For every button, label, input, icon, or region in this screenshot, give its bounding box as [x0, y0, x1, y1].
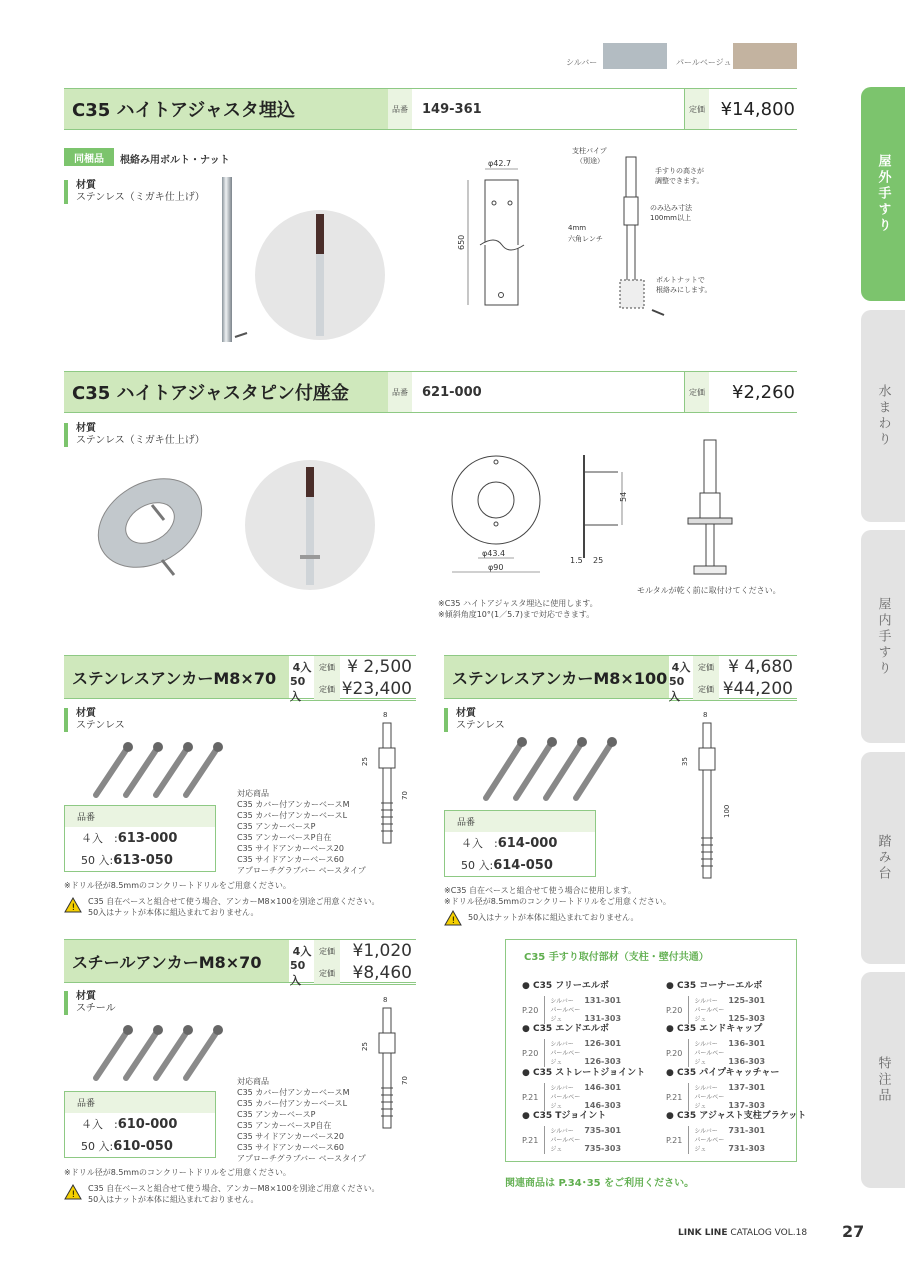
parts-item-page: P.20: [666, 1005, 683, 1015]
beige-label: パールベージュ: [550, 1094, 581, 1110]
warning-icon: [444, 910, 462, 926]
price-label: 定価: [693, 678, 719, 700]
parts-item: [522, 978, 621, 1024]
related-note: 関連商品は P.34･35 をご利用ください。: [505, 1178, 695, 1189]
price-label: 定価: [314, 656, 340, 678]
price-label: 定価: [314, 962, 340, 984]
dim-outer: φ90: [488, 563, 504, 572]
mortar-note: モルタルが乾く前に取付けてください。: [637, 586, 781, 595]
silver-code: 126-301: [584, 1039, 622, 1048]
dim-sleeve: 35: [681, 757, 689, 766]
silver-code: 125-301: [728, 996, 766, 1005]
code-box-3: [64, 805, 216, 872]
beige-code: 131-303: [584, 1014, 622, 1023]
silver-label: シルバー: [550, 1128, 574, 1135]
product-header-2: [64, 371, 797, 413]
code-qty: ４入: [81, 832, 103, 845]
price-50: ¥23,400: [341, 679, 412, 699]
parts-item: [666, 978, 765, 1024]
p3-note-2: C35 自在ベースと組合せて使う場合、アンカーM8×100を別途ご用意ください。: [88, 897, 380, 906]
adjuster-dimension-drawing: [450, 155, 540, 315]
qty-4: 4入: [292, 945, 312, 958]
material-block: [64, 423, 205, 447]
code-row: ４入 :610-000: [81, 1117, 178, 1132]
pipe-zoom-image: [310, 212, 330, 338]
code-qty: ４入: [461, 837, 483, 850]
silver-label: シルバー: [550, 1041, 574, 1048]
parts-item: [666, 1021, 765, 1067]
code-label: 品番: [388, 89, 412, 129]
price-label: 定価: [314, 940, 340, 962]
compat-item: C35 アンカーベースP: [237, 822, 316, 831]
footer-brand: [678, 1228, 807, 1238]
compat-item: C35 サイドアンカーベース60: [237, 855, 344, 864]
dim-dia: 8: [383, 996, 388, 1004]
parts-item: [522, 1108, 621, 1154]
compat-item: C35 サイドアンカーベース60: [237, 1143, 344, 1152]
code-head: 品番: [65, 806, 215, 827]
material-value: ステンレス: [456, 720, 505, 731]
product-title: スチールアンカーM8×70: [64, 940, 289, 982]
product-code: 621-000: [422, 384, 482, 400]
price-grid-3: [290, 655, 416, 701]
product-header-1: [64, 88, 797, 130]
beige-label: パールベージュ: [694, 1094, 725, 1110]
parts-item-page: P.20: [666, 1048, 683, 1058]
p5-note-1: ※ドリル径が8.5mmのコンクリートドリルをご用意ください。: [64, 1168, 291, 1177]
compat-item: C35 カバー付アンカーベースM: [237, 800, 350, 809]
note-pipe-sep: （別途）: [576, 157, 604, 165]
silver-code: 137-301: [728, 1083, 766, 1092]
qty-50: 50入: [669, 674, 685, 703]
washer-pin-zoom: [300, 465, 320, 587]
material-block: [444, 708, 505, 732]
tab-outdoor-handrail[interactable]: 屋外手すり: [861, 87, 905, 301]
product-price: ¥14,800: [720, 98, 795, 120]
note-pipe: 支柱パイプ: [572, 147, 607, 155]
parts-item: [666, 1065, 779, 1111]
parts-item-name: ● C35 ストレートジョイント: [522, 1068, 646, 1078]
parts-item-name: ● C35 パイプキャッチャー: [666, 1068, 780, 1078]
compat-head: 対応商品: [237, 1077, 269, 1086]
washer-dimension-drawing: [450, 440, 650, 580]
compat-item: C35 カバー付アンカーベースL: [237, 811, 348, 820]
beige-label: パールベージュ: [694, 1007, 725, 1023]
p4-note-2: ※ドリル径が8.5mmのコンクリートドリルをご用意ください。: [444, 897, 671, 906]
parts-item-page: P.21: [522, 1092, 539, 1102]
parts-item-page: P.20: [522, 1005, 539, 1015]
code-value: 610-000: [117, 1117, 178, 1132]
svg-text:!: !: [71, 1190, 76, 1200]
material-label: 材質: [456, 708, 476, 719]
dim-height: 650: [457, 234, 466, 250]
code-box-4: [444, 810, 596, 877]
dim-inner: φ43.4: [482, 549, 506, 558]
brand: LINK LINE: [678, 1228, 728, 1238]
p5-note-2: C35 自在ベースと組合せて使う場合、アンカーM8×100を別途ご用意ください。: [88, 1184, 380, 1193]
beige-label: パールベージュ: [694, 1050, 725, 1066]
warning-icon: [64, 897, 82, 913]
dim-pin: 54: [619, 491, 628, 502]
tab-water[interactable]: 水まわり: [861, 310, 905, 522]
silver-code: 735-301: [584, 1126, 622, 1135]
dim-thick: 1.5: [570, 556, 583, 565]
compat-list-3: [237, 788, 366, 876]
anchor-dimension-drawing: [355, 993, 415, 1133]
price-label: 定価: [693, 656, 719, 678]
beige-swatch: [733, 43, 797, 69]
code-head: 品番: [65, 1092, 215, 1113]
price-50: ¥44,200: [722, 679, 793, 699]
silver-code: 731-301: [728, 1126, 766, 1135]
tab-indoor-handrail[interactable]: 屋内手すり: [861, 530, 905, 743]
qty-50: 50入: [290, 958, 306, 987]
svg-text:!: !: [451, 916, 456, 926]
dim-len: 100: [723, 804, 731, 818]
note-depth: のみ込み寸法: [650, 204, 692, 212]
p2-note-2: ※傾斜角度10°(1／5.7)まで対応できます。: [438, 610, 595, 619]
parts-item: [522, 1065, 645, 1111]
material-value: ステンレス: [76, 720, 125, 731]
parts-item-page: P.21: [666, 1092, 683, 1102]
silver-code: 136-301: [728, 1039, 766, 1048]
price-4: ¥1,020: [352, 941, 412, 961]
washer-install-drawing: [680, 438, 740, 578]
page-number: 27: [842, 1222, 865, 1241]
material-label: 材質: [76, 708, 96, 719]
compat-head: 対応商品: [237, 789, 269, 798]
material-label: 材質: [76, 423, 96, 434]
dim-offset: 25: [593, 556, 604, 565]
price-50: ¥8,460: [352, 963, 412, 983]
p3-note-1: ※ドリル径が8.5mmのコンクリートドリルをご用意ください。: [64, 881, 291, 890]
parts-item-page: P.20: [522, 1048, 539, 1058]
beige-code: 137-303: [728, 1101, 766, 1110]
dim-dia: 8: [703, 711, 708, 719]
price-grid-5: [290, 939, 416, 985]
material-value: スチール: [76, 1003, 116, 1014]
code-row: 50 入:610-050: [81, 1139, 173, 1154]
catalog: CATALOG VOL.18: [730, 1228, 808, 1238]
dim-dia: 8: [383, 711, 388, 719]
silver-swatch-label: シルバー: [566, 58, 598, 67]
parts-item-page: P.21: [666, 1135, 683, 1145]
compat-item: C35 サイドアンカーベース20: [237, 1132, 344, 1141]
silver-label: シルバー: [694, 1085, 718, 1092]
product-title: ステンレスアンカーM8×70: [64, 656, 289, 698]
parts-item-name: ● C35 エンドキャップ: [666, 1024, 763, 1034]
code-box-5: [64, 1091, 216, 1158]
parts-item-page: P.21: [522, 1135, 539, 1145]
dim-sleeve: 25: [361, 1042, 369, 1051]
code-qty: 50 入: [81, 1140, 110, 1153]
dim-len: 70: [401, 791, 409, 800]
svg-text:!: !: [71, 903, 76, 913]
anchor-bolts-image: [88, 735, 228, 805]
price-label: 定価: [314, 678, 340, 700]
note-wrench: 4mm: [568, 224, 587, 232]
parts-item: [666, 1108, 806, 1154]
bundle-label: 同梱品: [64, 148, 114, 166]
code-value: 614-000: [497, 836, 558, 851]
code-row: ４入 :614-000: [461, 836, 558, 851]
code-value: 610-050: [113, 1139, 173, 1154]
p4-note-1: ※C35 自在ベースと組合せて使う場合に使用します。: [444, 886, 636, 895]
code-value: 613-050: [113, 853, 173, 868]
qty-50: 50入: [290, 674, 306, 703]
compat-item: C35 サイドアンカーベース20: [237, 844, 344, 853]
anchor-dimension-drawing: [675, 708, 735, 883]
dim-width: φ42.7: [488, 159, 512, 168]
compat-item: C35 アンカーベースP自在: [237, 1121, 332, 1130]
parts-item: [522, 1021, 621, 1067]
parts-item-name: ● C35 コーナーエルボ: [666, 981, 763, 991]
p3-note-3: 50入はナットが本体に組込まれておりません。: [88, 908, 259, 917]
dim-sleeve: 25: [361, 757, 369, 766]
beige-label: パールベージュ: [550, 1050, 581, 1066]
code-row: 50 入:614-050: [461, 858, 553, 873]
parts-item-name: ● C35 Tジョイント: [522, 1111, 607, 1121]
beige-code: 735-303: [584, 1144, 622, 1153]
beige-code: 126-303: [584, 1057, 622, 1066]
beige-code: 136-303: [728, 1057, 766, 1066]
compat-item: C35 アンカーベースP: [237, 1110, 316, 1119]
product-code: 149-361: [422, 101, 482, 117]
price-4: ¥ 4,680: [728, 657, 793, 677]
beige-code: 731-303: [728, 1144, 766, 1153]
silver-label: シルバー: [694, 998, 718, 1005]
anchor-bolts-image: [480, 730, 620, 805]
anchor-bolts-image: [88, 1018, 228, 1088]
qty-4: 4入: [671, 661, 691, 674]
silver-code: 146-301: [584, 1083, 622, 1092]
bundle-text: 根絡み用ボルト・ナット: [120, 155, 230, 166]
p5-note-3: 50入はナットが本体に組込まれておりません。: [88, 1195, 259, 1204]
anchor-dimension-drawing: [355, 708, 415, 848]
washer-image: [92, 465, 212, 580]
compat-item: アプローチグラブバー ベースタイプ: [237, 866, 366, 875]
code-value: 613-000: [117, 831, 178, 846]
parts-title: C35 手すり取付部材（支柱・壁付共通）: [524, 952, 709, 963]
compat-item: C35 カバー付アンカーベースL: [237, 1099, 348, 1108]
beige-label: パールベージュ: [550, 1137, 581, 1153]
price-grid-4: [669, 655, 797, 701]
material-value: ステンレス（ミガキ仕上げ）: [76, 192, 205, 203]
compat-item: C35 アンカーベースP自在: [237, 833, 332, 842]
product-price: ¥2,260: [732, 381, 795, 403]
code-value: 614-050: [493, 858, 553, 873]
price-label: 定価: [684, 89, 709, 129]
silver-swatch: [603, 43, 667, 69]
code-qty: 50 入: [81, 854, 110, 867]
note-adjust2: 調整できます。: [655, 177, 704, 185]
silver-label: シルバー: [550, 998, 574, 1005]
code-label: 品番: [388, 372, 412, 412]
code-row: ４入 :613-000: [81, 831, 178, 846]
silver-code: 131-301: [584, 996, 622, 1005]
material-label: 材質: [76, 991, 96, 1002]
note-bolt: ボルトナットで: [656, 276, 705, 284]
tab-custom[interactable]: 特注品: [861, 972, 905, 1188]
beige-label: パールベージュ: [550, 1007, 581, 1023]
beige-label: パールベージュ: [694, 1137, 725, 1153]
price-4: ¥ 2,500: [347, 657, 412, 677]
parts-item-name: ● C35 アジャスト支柱ブラケット: [666, 1111, 807, 1121]
note-depth2: 100mm以上: [650, 214, 691, 222]
tab-step[interactable]: 踏み台: [861, 752, 905, 964]
code-qty: 50 入: [461, 859, 490, 872]
code-qty: ４入: [81, 1118, 103, 1131]
product-title: C35 ハイトアジャスタピン付座金: [64, 372, 388, 412]
compat-item: C35 カバー付アンカーベースM: [237, 1088, 350, 1097]
beige-code: 146-303: [584, 1101, 622, 1110]
material-block: [64, 708, 125, 732]
silver-label: シルバー: [550, 1085, 574, 1092]
compat-item: アプローチグラブバー ベースタイプ: [237, 1154, 366, 1163]
parts-item-name: ● C35 フリーエルボ: [522, 981, 609, 991]
dim-len: 70: [401, 1076, 409, 1085]
code-row: 50 入:613-050: [81, 853, 173, 868]
material-label: 材質: [76, 180, 96, 191]
material-block: [64, 180, 205, 204]
product-title: ステンレスアンカーM8×100: [444, 656, 669, 698]
note-wrench2: 六角レンチ: [568, 235, 603, 243]
p2-note-1: ※C35 ハイトアジャスタ埋込に使用します。: [438, 599, 598, 608]
silver-label: シルバー: [694, 1128, 718, 1135]
beige-swatch-label: パールベージュ: [676, 58, 732, 67]
material-value: ステンレス（ミガキ仕上げ）: [76, 435, 205, 446]
product-title: C35 ハイトアジャスタ埋込: [64, 89, 388, 129]
note-bolt2: 根絡みにします。: [656, 286, 712, 294]
p4-note-3: 50入はナットが本体に組込まれておりません。: [468, 913, 639, 922]
price-label: 定価: [684, 372, 709, 412]
compat-list-5: [237, 1076, 366, 1164]
parts-item-name: ● C35 エンドエルボ: [522, 1024, 609, 1034]
beige-code: 125-303: [728, 1014, 766, 1023]
material-block: [64, 991, 116, 1015]
warning-icon: [64, 1184, 82, 1200]
adjuster-install-drawing: [560, 145, 740, 320]
qty-4: 4入: [292, 661, 312, 674]
code-head: 品番: [445, 811, 595, 832]
silver-label: シルバー: [694, 1041, 718, 1048]
note-adjust: 手すりの高さが: [655, 167, 704, 175]
